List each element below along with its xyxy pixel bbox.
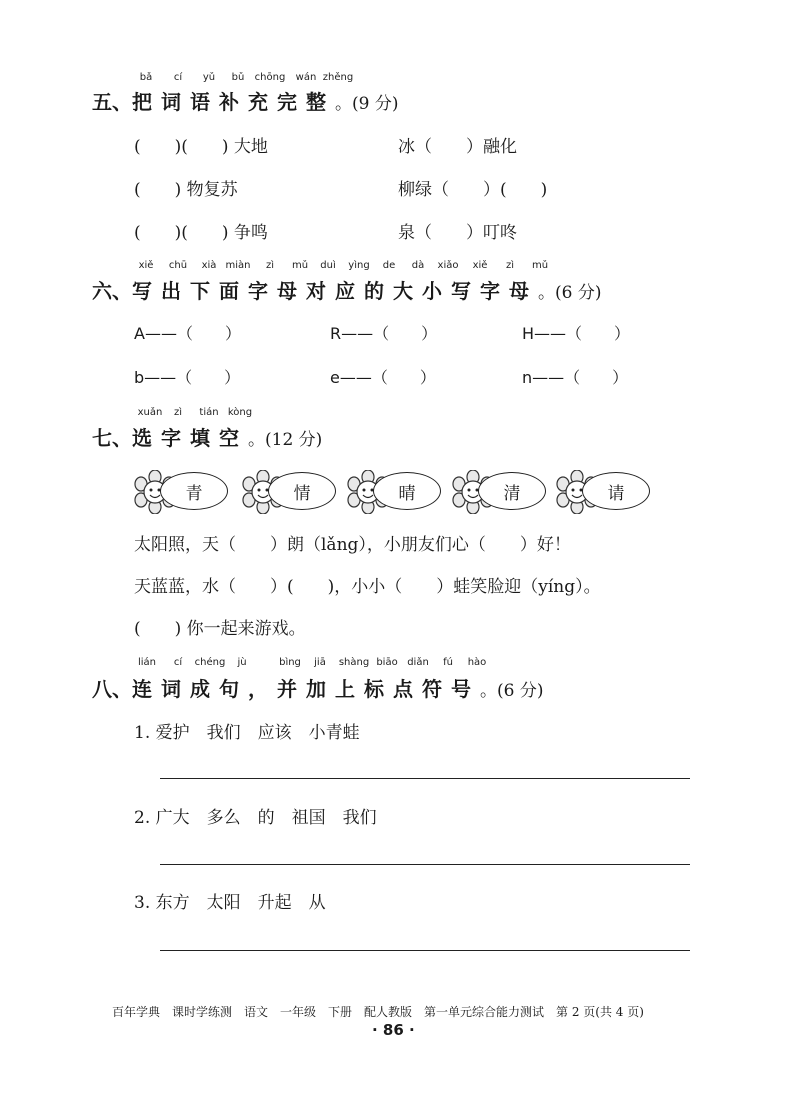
section-number: 六、 <box>92 279 132 303</box>
section7-sentence: 天蓝蓝，水（ ）( )，小小（ ）蛙笑脸迎（yíng）。 <box>134 577 601 597</box>
pinyin: zhěng <box>322 72 354 83</box>
section-title: 选字填空 <box>132 426 248 450</box>
option-group <box>132 466 232 516</box>
pinyin: mǔ <box>531 260 549 271</box>
pinyin: zì <box>265 260 275 271</box>
section5-pinyin <box>0 72 800 84</box>
section-score: 。(6 分) <box>538 283 602 303</box>
section7-pinyin <box>0 407 800 419</box>
section-score: 。(12 分) <box>248 430 323 450</box>
section-score: 。(9 分) <box>335 94 399 114</box>
pinyin: duì <box>320 260 336 271</box>
section6-heading <box>92 275 601 304</box>
pinyin: diǎn <box>407 657 429 668</box>
letter-item: R——（ ） <box>330 324 438 343</box>
section7-heading <box>92 422 322 451</box>
letter-item: e——（ ） <box>330 368 436 387</box>
pinyin: yìng <box>348 260 370 271</box>
section8-heading <box>92 673 543 702</box>
pinyin: wán <box>295 72 317 83</box>
section7-sentence: ( ) 你一起来游戏。 <box>134 619 306 639</box>
section6-pinyin <box>0 260 800 272</box>
page-number: · 86 · <box>372 1021 415 1039</box>
pinyin: xiǎo <box>437 260 459 271</box>
letter-item: A——（ ） <box>134 324 241 343</box>
pinyin: dà <box>411 260 425 271</box>
answer-line[interactable] <box>160 864 690 865</box>
section8-item: 3. 东方 太阳 升起 从 <box>134 893 326 913</box>
section-title: 把词语补充完整 <box>132 90 335 114</box>
pinyin: chéng <box>194 657 226 668</box>
section-title: 连词成句，并加上标点符号 <box>132 677 480 701</box>
pinyin: de <box>382 260 396 271</box>
section5-item: 冰（ ）融化 <box>398 137 517 157</box>
pinyin: zì <box>173 407 183 418</box>
section7-sentence: 太阳照，天（ ）朗（lǎng），小朋友们心（ ）好！ <box>134 535 571 555</box>
option-bubble[interactable]: 请 <box>582 472 650 510</box>
option-bubble[interactable]: 清 <box>478 472 546 510</box>
pinyin: bǎ <box>139 72 153 83</box>
pinyin: jiā <box>314 657 326 668</box>
option-group <box>450 466 550 516</box>
section8-pinyin <box>0 657 800 669</box>
pinyin: shàng <box>338 657 370 668</box>
option-bubble[interactable]: 情 <box>268 472 336 510</box>
option-group <box>345 466 445 516</box>
letter-item: b——（ ） <box>134 368 241 387</box>
section-score: 。(6 分) <box>480 681 544 701</box>
letter-item: n——（ ） <box>522 368 629 387</box>
answer-line[interactable] <box>160 950 690 951</box>
section8-item: 1. 爱护 我们 应该 小青蛙 <box>134 723 360 743</box>
footer-text: 百年学典 课时学练测 语文 一年级 下册 配人教版 第一单元综合能力测试 第 2 页(共 4 页) <box>112 1005 644 1019</box>
pinyin: xuǎn <box>137 407 163 418</box>
pinyin: miàn <box>225 260 251 271</box>
pinyin: fú <box>443 657 453 668</box>
pinyin: lián <box>137 657 157 668</box>
section5-item: ( )( ) 大地 <box>134 137 268 157</box>
pinyin: zì <box>505 260 515 271</box>
section5-item: 柳绿（ ）( ) <box>398 180 548 200</box>
pinyin: kòng <box>227 407 253 418</box>
section-number: 七、 <box>92 426 132 450</box>
pinyin: tián <box>199 407 219 418</box>
section8-item: 2. 广大 多么 的 祖国 我们 <box>134 808 377 828</box>
option-bubble[interactable]: 青 <box>160 472 228 510</box>
pinyin: cí <box>173 657 183 668</box>
pinyin: bǔ <box>231 72 245 83</box>
pinyin: jù <box>237 657 247 668</box>
pinyin: biāo <box>376 657 398 668</box>
section5-item: ( )( ) 争鸣 <box>134 223 268 243</box>
option-group <box>554 466 654 516</box>
pinyin: xiě <box>472 260 488 271</box>
section5-heading <box>92 86 398 115</box>
pinyin: xià <box>201 260 217 271</box>
pinyin: cí <box>173 72 183 83</box>
option-bubble[interactable]: 晴 <box>373 472 441 510</box>
section-number: 八、 <box>92 677 132 701</box>
pinyin: yǔ <box>202 72 216 83</box>
pinyin: hào <box>467 657 487 668</box>
pinyin: bìng <box>279 657 301 668</box>
pinyin: mǔ <box>291 260 309 271</box>
letter-item: H——（ ） <box>522 324 631 343</box>
section5-item: ( ) 物复苏 <box>134 180 238 200</box>
section5-item: 泉（ ）叮咚 <box>398 223 517 243</box>
option-group <box>240 466 340 516</box>
pinyin: chū <box>168 260 188 271</box>
answer-line[interactable] <box>160 778 690 779</box>
pinyin: chōng <box>254 72 286 83</box>
pinyin: xiě <box>138 260 154 271</box>
section-number: 五、 <box>92 90 132 114</box>
section-title: 写出下面字母对应的大小写字母 <box>132 279 538 303</box>
